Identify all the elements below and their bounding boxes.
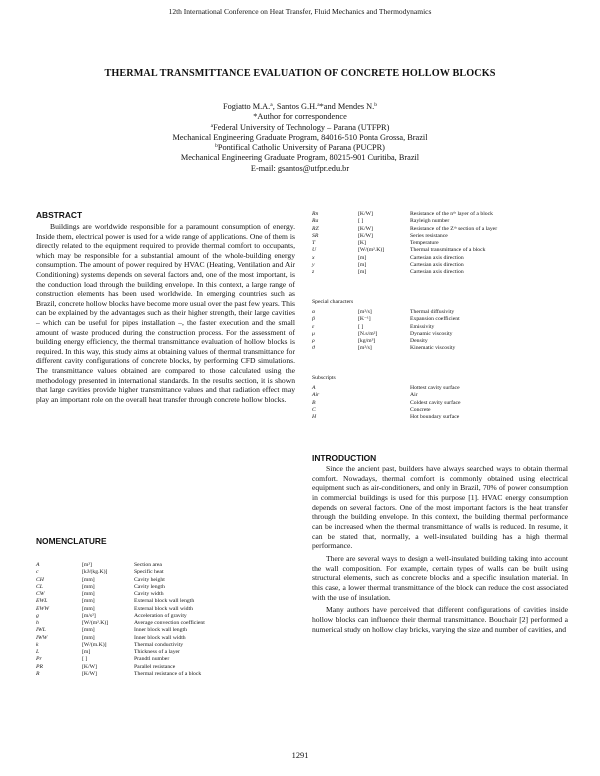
nomenclature-unit: [m] bbox=[358, 269, 367, 275]
nomenclature-row bbox=[312, 211, 567, 218]
nomenclature-unit: [K⁻¹] bbox=[358, 316, 371, 323]
nomenclature-row bbox=[36, 635, 295, 642]
nomenclature-list-right bbox=[312, 211, 567, 276]
abstract-text: Buildings are worldwide responsible for a paramount consumption of energy. Inside them, electrical power is used for a wide range of applications. One of them is directly related to the equipment required to provide thermal comfort to occupants, which may be responsible for a substantial amount of the whole-building energy consumption. The amount of power required by HVAC (Heating, Ventilation and Air Conditioning) systems depends on several factors and, one of the most important, is the conduction load through the building envelope. In this context, a large range of construction elements has been used worldwide. In emerging countries such as Brazil, concrete hollow blocks have become more usual over the past few years. This can be explained by the advantages such as their higher strength, their large cavities – which can be useful for pipes installation –, the faster execution and the small amount of waste produced during the construction process. For the assessment of building energy efficiency, the thermal transmittance evaluation of hollow blocks is required. In this way, this study aims at obtaining values of thermal transmittance for different cavity configurations of concrete blocks, by performing CFD simulations. The transmittance values obtained are compared to those calculated using the methodology presented in international standards. In the results section, it is shown that large cavities provide higher transmittance values and that radiation effect may play an important role on the overall heat transfer through concrete hollow blocks. bbox=[36, 222, 296, 404]
nomenclature-description: Inner block wall width bbox=[134, 634, 186, 641]
nomenclature-row bbox=[312, 324, 567, 331]
author-line bbox=[0, 102, 600, 112]
author-2-affiliation-mark: a bbox=[317, 102, 320, 108]
nomenclature-row bbox=[312, 400, 567, 407]
nomenclature-description: Temperature bbox=[410, 240, 439, 246]
nomenclature-description: Density bbox=[410, 338, 428, 344]
nomenclature-unit: [ ] bbox=[358, 218, 364, 225]
nomenclature-description: Rayleigh number bbox=[410, 218, 450, 225]
nomenclature-symbol: β bbox=[312, 316, 315, 323]
affiliation-b-name: Pontifical Catholic University of Parana (PUCPR) bbox=[217, 143, 385, 153]
nomenclature-symbol: L bbox=[36, 649, 40, 655]
nomenclature-row bbox=[312, 226, 567, 233]
nomenclature-unit: [K] bbox=[358, 240, 366, 246]
nomenclature-description: Thermal conductivity bbox=[134, 641, 184, 648]
nomenclature-unit: [ ] bbox=[358, 323, 364, 330]
nomenclature-description: Kinematic viscosity bbox=[410, 345, 456, 352]
nomenclature-description: Prandtl number bbox=[134, 656, 170, 663]
nomenclature-symbol: h bbox=[36, 620, 39, 626]
nomenclature-description: Acceleration of gravity bbox=[134, 612, 187, 619]
nomenclature-description: Series resistance bbox=[410, 232, 448, 239]
correspondence-note: *Author for correspondence bbox=[253, 112, 347, 122]
nomenclature-description: Cavity height bbox=[134, 576, 165, 583]
contact-email: E-mail: gsantos@utfpr.edu.br bbox=[250, 163, 350, 173]
nomenclature-row bbox=[36, 671, 295, 678]
nomenclature-unit: [W/(m.K)] bbox=[82, 641, 107, 648]
nomenclature-description: Specific heat bbox=[134, 569, 164, 576]
nomenclature-row bbox=[36, 649, 295, 656]
nomenclature-unit: [m²] bbox=[82, 562, 92, 568]
nomenclature-row bbox=[36, 627, 295, 634]
author-1-affiliation-mark: a bbox=[270, 102, 273, 108]
nomenclature-symbol: SR bbox=[312, 232, 319, 239]
nomenclature-description: Resistance of the Zᵗʰ section of a layer bbox=[410, 225, 498, 232]
nomenclature-unit: [mm] bbox=[82, 598, 95, 605]
nomenclature-unit: [m] bbox=[358, 261, 367, 268]
nomenclature-symbol: R bbox=[36, 670, 40, 677]
authors-block bbox=[0, 102, 600, 174]
nomenclature-description: External block wall width bbox=[134, 605, 193, 612]
nomenclature-symbol: RZ bbox=[312, 225, 319, 232]
nomenclature-symbol: A bbox=[36, 562, 40, 568]
nomenclature-symbol: H bbox=[312, 414, 317, 420]
nomenclature-unit: [K/W] bbox=[82, 670, 97, 677]
affiliation-a bbox=[0, 123, 600, 133]
nomenclature-unit: [K/W] bbox=[358, 232, 373, 239]
nomenclature-row bbox=[312, 385, 567, 392]
nomenclature-unit: [mm] bbox=[82, 576, 95, 583]
nomenclature-list-left bbox=[36, 562, 295, 678]
introduction-body bbox=[312, 464, 568, 637]
nomenclature-symbol: C bbox=[312, 406, 316, 413]
nomenclature-symbol: A bbox=[312, 385, 316, 391]
nomenclature-description: Concrete bbox=[410, 406, 431, 413]
nomenclature-row bbox=[312, 414, 567, 421]
nomenclature-symbol: μ bbox=[312, 330, 315, 337]
nomenclature-symbol: EWW bbox=[36, 605, 49, 612]
nomenclature-row bbox=[312, 338, 567, 345]
nomenclature-symbol: ρ bbox=[312, 338, 315, 344]
nomenclature-description: Hottest cavity surface bbox=[410, 385, 460, 391]
nomenclature-unit: [m] bbox=[82, 649, 91, 655]
nomenclature-symbol: c bbox=[36, 569, 39, 576]
nomenclature-row bbox=[312, 218, 567, 225]
conference-header: 12th International Conference on Heat Transfer, Fluid Mechanics and Thermodynamics bbox=[168, 7, 432, 16]
nomenclature-row bbox=[36, 562, 295, 569]
nomenclature-description: Resistance of the nᵗʰ layer of a block bbox=[410, 211, 493, 217]
nomenclature-symbol: IWL bbox=[36, 627, 46, 634]
affiliation-a-name: Federal University of Technology – Parana (UTFPR) bbox=[213, 122, 390, 132]
nomenclature-symbol: x bbox=[312, 254, 315, 261]
nomenclature-row bbox=[36, 620, 295, 627]
introduction-heading: INTRODUCTION bbox=[312, 453, 377, 463]
nomenclature-symbol: Pr bbox=[36, 656, 42, 663]
nomenclature-unit: [W/(m².K)] bbox=[358, 247, 385, 254]
nomenclature-symbol: g bbox=[36, 612, 39, 619]
author-2: Santos G.H. bbox=[276, 102, 318, 111]
nomenclature-unit bbox=[358, 407, 410, 414]
nomenclature-symbol: CW bbox=[36, 591, 45, 597]
nomenclature-unit: [ ] bbox=[82, 656, 88, 663]
nomenclature-row bbox=[312, 316, 567, 323]
nomenclature-symbol: ε bbox=[312, 323, 315, 330]
nomenclature-unit bbox=[358, 414, 410, 421]
nomenclature-symbol: CL bbox=[36, 583, 43, 590]
nomenclature-unit: [m²/s] bbox=[358, 309, 372, 315]
nomenclature-unit: [m] bbox=[358, 254, 367, 261]
nomenclature-symbol: T bbox=[312, 240, 316, 246]
nomenclature-unit: [mm] bbox=[82, 591, 95, 597]
nomenclature-unit: [K/W] bbox=[82, 663, 97, 670]
nomenclature-row bbox=[312, 269, 567, 276]
nomenclature-unit: [mm] bbox=[82, 583, 95, 590]
nomenclature-row bbox=[36, 598, 295, 605]
nomenclature-row bbox=[36, 591, 295, 598]
nomenclature-description: Coldest cavity surface bbox=[410, 399, 461, 406]
nomenclature-row bbox=[36, 656, 295, 663]
nomenclature-unit: [m²/s] bbox=[358, 345, 372, 352]
subscripts-list bbox=[312, 385, 567, 421]
nomenclature-row bbox=[36, 664, 295, 671]
affiliation-b bbox=[0, 143, 600, 153]
nomenclature-row bbox=[312, 247, 567, 254]
special-characters-list bbox=[312, 309, 567, 353]
nomenclature-symbol: CH bbox=[36, 576, 44, 583]
nomenclature-row bbox=[312, 331, 567, 338]
nomenclature-symbol: Air bbox=[312, 392, 320, 399]
nomenclature-unit: [mm] bbox=[82, 605, 95, 612]
nomenclature-symbol: PR bbox=[36, 663, 43, 670]
nomenclature-symbol: IWW bbox=[36, 634, 48, 641]
paper-title: THERMAL TRANSMITTANCE EVALUATION OF CONCRETE HOLLOW BLOCKS bbox=[104, 68, 496, 79]
nomenclature-symbol: Ra bbox=[312, 218, 319, 225]
nomenclature-symbol: EWL bbox=[36, 598, 48, 605]
nomenclature-symbol: ϑ bbox=[312, 345, 315, 352]
affiliation-a-mark: a bbox=[210, 122, 214, 129]
special-characters-heading: Special characters bbox=[312, 299, 354, 305]
nomenclature-description: Expansion coefficient bbox=[410, 316, 460, 323]
nomenclature-symbol: U bbox=[312, 247, 317, 254]
nomenclature-description: Cartesian axis direction bbox=[410, 269, 464, 275]
nomenclature-unit: [m/s²] bbox=[82, 612, 96, 619]
affiliation-b-department: Mechanical Engineering Graduate Program, 80215-901 Curitiba, Brazil bbox=[180, 153, 420, 163]
author-1: Fogiatto M.A. bbox=[222, 102, 271, 111]
nomenclature-unit: [kJ/(kg.K)] bbox=[82, 569, 108, 576]
nomenclature-unit: [W/(m².K)] bbox=[82, 620, 109, 626]
nomenclature-unit bbox=[358, 392, 410, 399]
nomenclature-description: Thermal diffusivity bbox=[410, 309, 455, 315]
nomenclature-row bbox=[312, 345, 567, 352]
page-number: 1291 bbox=[291, 751, 309, 760]
nomenclature-symbol: k bbox=[36, 641, 39, 648]
nomenclature-symbol: Rn bbox=[312, 211, 319, 217]
nomenclature-unit: [mm] bbox=[82, 627, 95, 634]
nomenclature-row bbox=[312, 233, 567, 240]
nomenclature-description: Cartesian axis direction bbox=[410, 254, 464, 261]
nomenclature-unit bbox=[358, 400, 410, 407]
introduction-paragraph: There are several ways to design a well-insulated building taking into account the wall composition. For example, certain types of walls can be built using structural elements, such as concrete blocks and a specific insulation material. In this case, a lower thermal transmittance of the block can reduce the cost associated with the use of insulation. bbox=[312, 553, 568, 602]
nomenclature-symbol: α bbox=[312, 309, 315, 315]
nomenclature-symbol: z bbox=[312, 269, 315, 275]
nomenclature-description: Hot boundary surface bbox=[410, 414, 460, 420]
author-separator-2: *and bbox=[319, 102, 338, 111]
nomenclature-symbol: y bbox=[312, 261, 315, 268]
introduction-paragraph: Since the ancient past, builders have always searched ways to obtain thermal comfort. Nowadays, thermal comfort is commonly obtained using electrical equipment such as air-conditioners, and only in Brazil, 70% of power consumption in commercial buildings is used for this purpose [1]. HVAC energy consumption depends on several factors. One of the most important factors is the heat transfer through the building envelope. In this context, the building thermal performance can be increased when the thermal transmittance of walls is reduced. In resume, it can be stated that, normally, a well-insulated building has a high thermal performance. bbox=[312, 464, 568, 551]
nomenclature-row bbox=[36, 606, 295, 613]
nomenclature-row bbox=[36, 613, 295, 620]
nomenclature-row bbox=[36, 569, 295, 576]
nomenclature-row bbox=[312, 255, 567, 262]
nomenclature-row bbox=[36, 577, 295, 584]
nomenclature-description: Thermal resistance of a block bbox=[134, 670, 202, 677]
nomenclature-description: Inner block wall length bbox=[134, 627, 187, 634]
author-separator-1: , bbox=[272, 102, 277, 111]
introduction-paragraph: Many authors have perceived that different configurations of cavities inside hollow blocks can influence their thermal transmittance. Bouchair [2] performed a numerical study on hollow clay bricks, varying the size and number of cavities, and bbox=[312, 605, 568, 634]
nomenclature-unit: [mm] bbox=[82, 634, 95, 641]
nomenclature-unit: [kg/m³] bbox=[358, 338, 376, 344]
nomenclature-row bbox=[312, 262, 567, 269]
subscripts-heading: Subscripts bbox=[312, 375, 336, 381]
nomenclature-description: Cavity length bbox=[134, 583, 165, 590]
nomenclature-row bbox=[36, 642, 295, 649]
affiliation-a-department: Mechanical Engineering Graduate Program, 84016-510 Ponta Grossa, Brazil bbox=[172, 132, 428, 142]
nomenclature-symbol: B bbox=[312, 399, 316, 406]
nomenclature-description: Section area bbox=[134, 562, 162, 568]
nomenclature-unit bbox=[358, 385, 410, 392]
nomenclature-row bbox=[312, 407, 567, 414]
nomenclature-row bbox=[312, 392, 567, 399]
nomenclature-description: Thickness of a layer bbox=[134, 649, 180, 655]
nomenclature-unit: [K/W] bbox=[358, 225, 373, 232]
nomenclature-description: Air bbox=[410, 392, 418, 399]
affiliation-b-mark: b bbox=[215, 143, 218, 150]
nomenclature-description: Emissivity bbox=[410, 323, 435, 330]
nomenclature-description: Thermal transmittance of a block bbox=[410, 247, 486, 254]
nomenclature-description: Dynamic viscosity bbox=[410, 330, 453, 337]
nomenclature-description: Cartesian axis direction bbox=[410, 261, 464, 268]
nomenclature-heading: NOMENCLATURE bbox=[36, 536, 107, 546]
nomenclature-unit: [N.s/m²] bbox=[358, 330, 378, 337]
nomenclature-description: Parallel resistance bbox=[134, 663, 176, 670]
abstract-heading: ABSTRACT bbox=[36, 210, 83, 220]
nomenclature-row bbox=[36, 584, 295, 591]
nomenclature-description: Average convection coefficient bbox=[134, 620, 205, 626]
author-3-affiliation-mark: b bbox=[374, 102, 378, 108]
author-3: Mendes N. bbox=[337, 102, 375, 111]
nomenclature-description: Cavity width bbox=[134, 591, 164, 597]
nomenclature-unit: [K/W] bbox=[358, 211, 373, 217]
nomenclature-description: External block wall length bbox=[134, 598, 195, 605]
